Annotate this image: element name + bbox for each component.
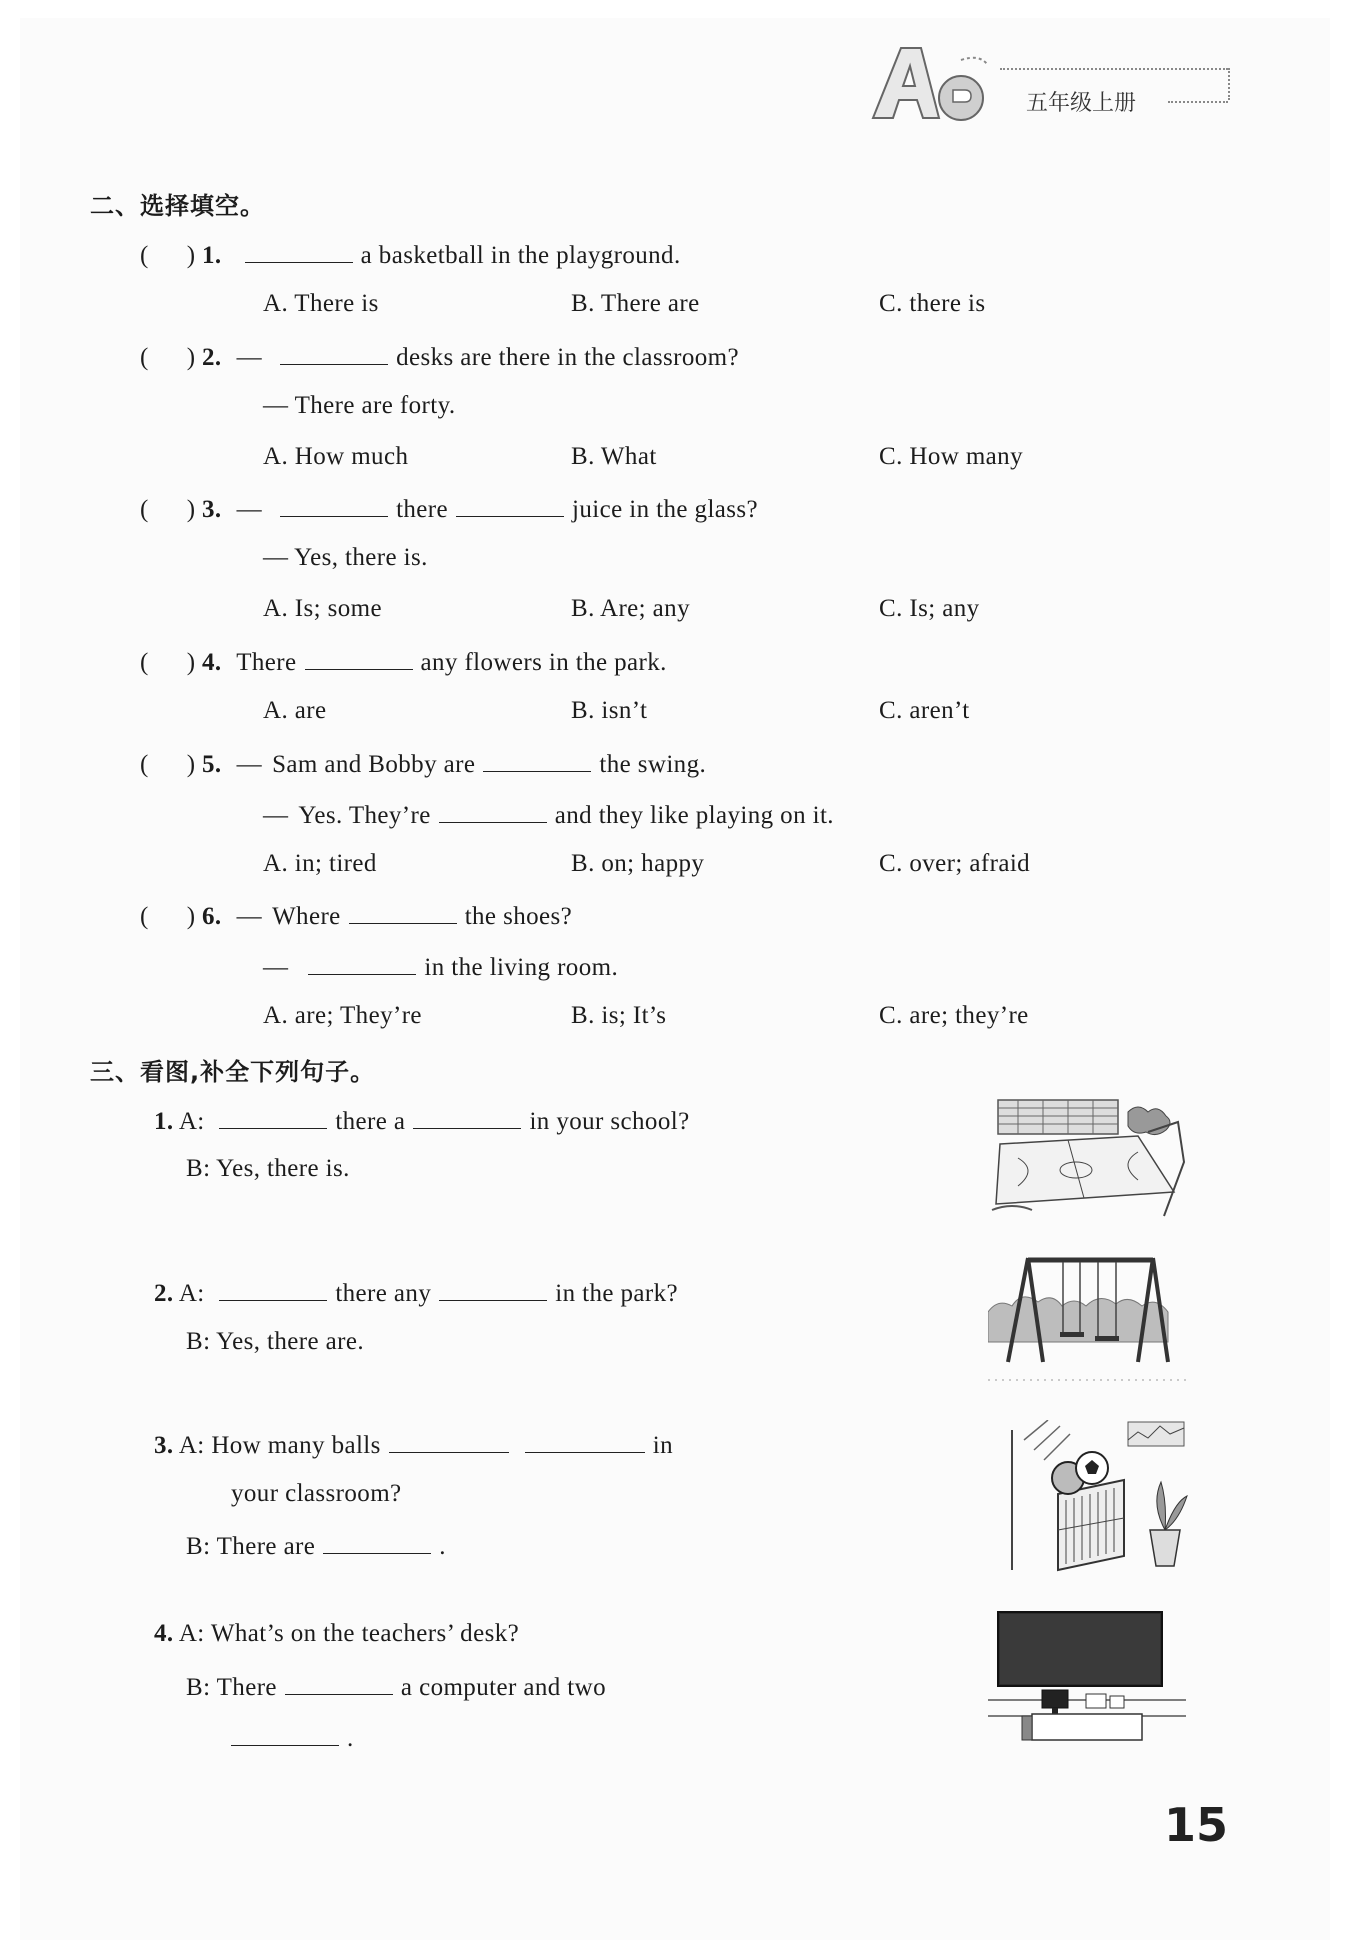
q1-option-b[interactable]: B. There are <box>571 290 700 317</box>
answer-blank[interactable] <box>389 1426 509 1453</box>
answer-blank[interactable] <box>439 796 547 823</box>
header-dotted-rule-low <box>1168 101 1228 103</box>
s3-item-3-b: B: There are . <box>186 1527 446 1564</box>
answer-blank[interactable] <box>439 1274 547 1301</box>
q5-option-a[interactable]: A. in; tired <box>263 850 377 877</box>
q2-option-a[interactable]: A. How much <box>263 443 409 470</box>
q3-option-b[interactable]: B. Are; any <box>571 595 690 622</box>
q5-option-c[interactable]: C. over; afraid <box>879 850 1031 877</box>
header-dotted-rule-right <box>1228 68 1230 100</box>
s3-item-3-a: 3. A: How many balls in <box>154 1426 673 1463</box>
answer-blank[interactable] <box>349 897 457 924</box>
q2-option-c[interactable]: C. How many <box>879 443 1023 470</box>
s3-item-2-b: B: Yes, there are. <box>186 1328 365 1355</box>
section-2-title: 二、选择填空。 <box>90 192 265 220</box>
answer-paren[interactable]: ( ) <box>140 751 196 778</box>
answer-paren[interactable]: ( ) <box>140 344 196 371</box>
answer-paren[interactable]: ( ) <box>140 242 196 269</box>
question-3: ( ) 3. — there juice in the glass? <box>140 490 758 527</box>
q4-option-c[interactable]: C. aren’t <box>879 697 970 724</box>
teachers-desk-blackboard-image <box>986 1610 1188 1746</box>
question-1: ( ) 1. a basketball in the playground. <box>140 236 681 273</box>
ab-logo-icon <box>865 42 1005 124</box>
q3-option-c[interactable]: C. Is; any <box>879 595 980 622</box>
q3-reply: — Yes, there is. <box>263 544 428 571</box>
section-3-title: 三、看图,补全下列句子。 <box>90 1058 376 1086</box>
question-4: ( ) 4. There any flowers in the park. <box>140 643 667 680</box>
q6-option-b[interactable]: B. is; It’s <box>571 1002 667 1029</box>
q4-option-a[interactable]: A. are <box>263 697 327 724</box>
answer-blank[interactable] <box>483 745 591 772</box>
answer-paren[interactable]: ( ) <box>140 649 196 676</box>
q5-option-b[interactable]: B. on; happy <box>571 850 705 877</box>
answer-blank[interactable] <box>219 1102 327 1129</box>
answer-blank[interactable] <box>285 1668 393 1695</box>
q6-reply: — in the living room. <box>263 948 618 985</box>
question-5: ( ) 5. — Sam and Bobby are the swing. <box>140 745 706 782</box>
s3-item-2-a: 2. A: there any in the park? <box>154 1274 678 1311</box>
answer-blank[interactable] <box>231 1719 339 1746</box>
s3-item-1-b: B: Yes, there is. <box>186 1155 350 1182</box>
park-swing-image <box>988 1252 1188 1390</box>
answer-blank[interactable] <box>280 490 388 517</box>
header-dotted-rule <box>1000 68 1228 70</box>
playground-basketball-court-image <box>988 1092 1188 1220</box>
answer-paren[interactable]: ( ) <box>140 903 196 930</box>
q6-option-c[interactable]: C. are; they’re <box>879 1002 1029 1029</box>
question-6: ( ) 6. — Where the shoes? <box>140 897 572 934</box>
answer-blank[interactable] <box>219 1274 327 1301</box>
page-number: 15 <box>1164 1798 1229 1852</box>
answer-blank[interactable] <box>245 236 353 263</box>
q5-reply: — Yes. They’re and they like playing on it. <box>263 796 834 833</box>
answer-blank[interactable] <box>305 643 413 670</box>
answer-blank[interactable] <box>413 1102 521 1129</box>
grade-label: 五年级上册 <box>1026 91 1137 116</box>
answer-blank[interactable] <box>456 490 564 517</box>
answer-blank[interactable] <box>525 1426 645 1453</box>
s3-item-3-a-cont: your classroom? <box>231 1480 402 1507</box>
answer-paren[interactable]: ( ) <box>140 496 196 523</box>
answer-blank[interactable] <box>280 338 388 365</box>
s3-item-4-b-cont: . <box>231 1719 354 1756</box>
q1-option-a[interactable]: A. There is <box>263 290 379 317</box>
s3-item-4-b: B: There a computer and two <box>186 1668 606 1705</box>
q3-option-a[interactable]: A. Is; some <box>263 595 382 622</box>
q4-option-b[interactable]: B. isn’t <box>571 697 648 724</box>
q2-reply: — There are forty. <box>263 392 456 419</box>
q2-option-b[interactable]: B. What <box>571 443 657 470</box>
q1-option-c[interactable]: C. there is <box>879 290 986 317</box>
classroom-balls-shelf-image <box>1000 1420 1192 1572</box>
q6-option-a[interactable]: A. are; They’re <box>263 1002 422 1029</box>
s3-item-1-a: 1. A: there a in your school? <box>154 1102 690 1139</box>
s3-item-4-a: 4. A: What’s on the teachers’ desk? <box>154 1620 520 1647</box>
answer-blank[interactable] <box>323 1527 431 1554</box>
answer-blank[interactable] <box>308 948 416 975</box>
question-2: ( ) 2. — desks are there in the classroom? <box>140 338 739 375</box>
